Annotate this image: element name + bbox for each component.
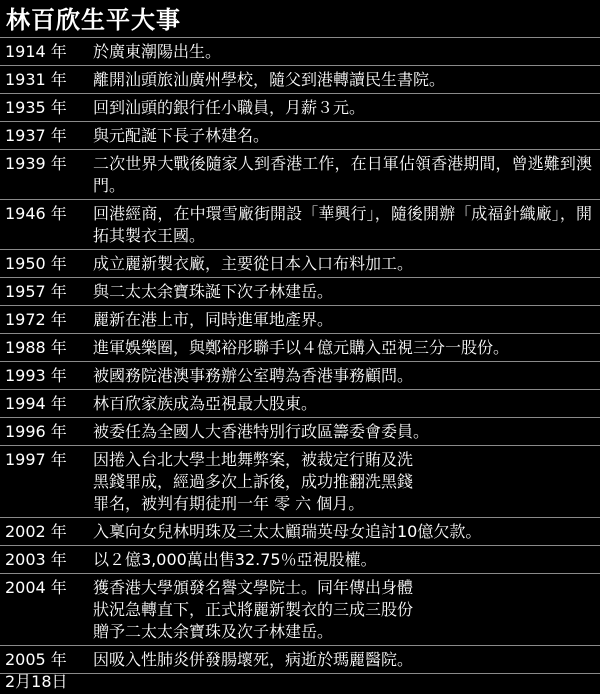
timeline-row [0, 546, 600, 574]
timeline-year: 1993 年 [5, 366, 67, 385]
timeline-row [0, 66, 600, 94]
timeline-event: 入稟向女兒林明珠及三太太顧瑞英母女追討10億欠款。 [93, 522, 482, 541]
timeline-year: 2002 年 [5, 522, 67, 541]
timeline-event: 於廣東潮陽出生。 [93, 42, 222, 61]
timeline-event: 被委任為全國人大香港特別行政區籌委會委員。 [93, 422, 430, 441]
timeline-row [0, 37, 600, 66]
timeline-row [0, 94, 600, 122]
timeline-row [0, 122, 600, 150]
timeline-event: 與元配誕下長子林建名。 [93, 126, 270, 145]
timeline-year: 1988 年 [5, 338, 67, 357]
timeline-event: 進軍娛樂圈，與鄭裕彤聯手以４億元購入亞視三分一股份。 [93, 338, 510, 357]
timeline-year: 1914 年 [5, 42, 67, 61]
timeline-year: 2003 年 [5, 550, 67, 569]
timeline-event: 離開汕頭旅汕廣州學校，隨父到港轉讀民生書院。 [93, 70, 446, 89]
timeline-list [0, 37, 600, 691]
timeline-year: 2005 年 2月18日 [5, 650, 68, 691]
timeline-event: 獲香港大學頒發名譽文學院士。同年傳出身體 狀況急轉直下，正式將麗新製衣的三成三股份 贈予二太太余寶珠及次子林建岳。 [93, 578, 414, 641]
timeline-year: 1950 年 [5, 254, 67, 273]
timeline-row [0, 250, 600, 278]
timeline-row [0, 306, 600, 334]
timeline-year: 1939 年 [5, 154, 67, 173]
timeline-year: 1994 年 [5, 394, 67, 413]
timeline-year: 2004 年 [5, 578, 67, 597]
timeline-year: 1935 年 [5, 98, 67, 117]
timeline-event: 成立麗新製衣廠，主要從日本入口布料加工。 [93, 254, 414, 273]
timeline-event: 因捲入台北大學土地舞弊案，被裁定行賄及洗 黑錢罪成，經過多次上訴後，成功推翻洗黑錢 罪名，被判有期徒刑一年 零 六 個月。 [93, 450, 414, 513]
timeline-row [0, 362, 600, 390]
timeline-row [0, 418, 600, 446]
timeline-event: 以２億3,000萬出售32.75％亞視股權。 [93, 550, 377, 569]
timeline-year: 1957 年 [5, 282, 67, 301]
timeline-year: 1972 年 [5, 310, 67, 329]
page-title: 林百欣生平大事 [6, 6, 181, 34]
timeline-year: 1931 年 [5, 70, 67, 89]
timeline-event: 二次世界大戰後隨家人到香港工作，在日軍佔領香港期間，曾逃難到澳門。 [93, 154, 592, 195]
timeline-event: 回港經商，在中環雪廠街開設「華興行」，隨後開辦「成福針織廠」，開拓其製衣王國。 [93, 204, 592, 245]
timeline-row [0, 278, 600, 306]
timeline-event: 與二太太余寶珠誕下次子林建岳。 [93, 282, 334, 301]
timeline-year: 1997 年 [5, 450, 67, 469]
timeline-year: 1946 年 [5, 204, 67, 223]
timeline-row [0, 150, 600, 200]
timeline-event: 被國務院港澳事務辦公室聘為香港事務顧問。 [93, 366, 414, 385]
timeline-event: 因吸入性肺炎併發腸壞死，病逝於瑪麗醫院。 [93, 650, 414, 669]
timeline-row [0, 574, 600, 646]
timeline-row [0, 334, 600, 362]
timeline-row [0, 200, 600, 250]
timeline-row [0, 446, 600, 518]
timeline-event: 林百欣家族成為亞視最大股東。 [93, 394, 318, 413]
timeline-row [0, 518, 600, 546]
timeline-row [0, 646, 600, 691]
timeline-year: 1937 年 [5, 126, 67, 145]
timeline-row [0, 390, 600, 418]
timeline-year: 1996 年 [5, 422, 67, 441]
timeline-event: 麗新在港上市，同時進軍地產界。 [93, 310, 334, 329]
timeline-event: 回到汕頭的銀行任小職員，月薪３元。 [93, 98, 366, 117]
